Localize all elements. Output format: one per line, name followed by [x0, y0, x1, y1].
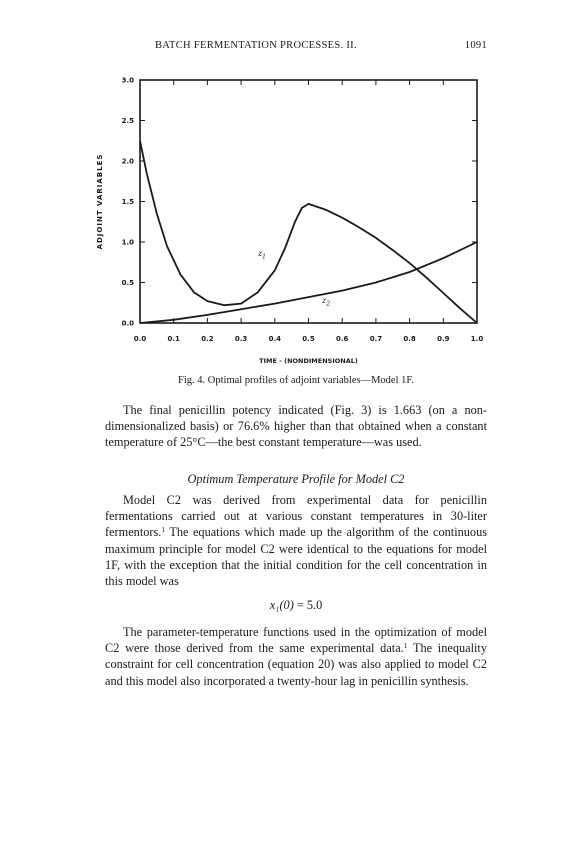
- reference-superscript: 1: [161, 525, 166, 535]
- paragraph-1-text: The final penicillin potency indicated (Fig. 3) is 1.663 (on a non-dimensionalized basis) or 76.6% higher than that obtained when a constant temperature of 25°C—the best constant temperature—was used.: [105, 403, 487, 450]
- equation-lhs: x₁(0): [269, 598, 294, 612]
- y-tick-label: 0.0: [121, 319, 134, 328]
- y-tick-label: 1.0: [121, 238, 134, 247]
- series-line-z2: [140, 242, 477, 323]
- x-tick-label: 1.0: [470, 335, 484, 343]
- paragraph-2: [105, 492, 487, 589]
- x-tick-label: 0.3: [234, 335, 248, 343]
- y-tick-label: 1.5: [121, 198, 134, 206]
- paragraph-2-text-b: The equations which made up the algorithm of the continuous maximum principle for model C2 were identical to the equations for model 1F, with the exception that the initial condition for the cell concentration in this model was: [105, 525, 487, 589]
- x-tick-label: 0.9: [437, 335, 450, 343]
- x-tick-label: 0.1: [167, 335, 180, 343]
- figure-caption: Fig. 4. Optimal profiles of adjoint variables—Model 1F.: [178, 375, 414, 386]
- y-tick-label: 3.0: [121, 76, 134, 85]
- running-head: BATCH FERMENTATION PROCESSES. II.: [155, 40, 357, 51]
- y-axis-label: ADJOINT VARIABLES: [96, 153, 104, 250]
- x-tick-label: 0.8: [403, 335, 416, 343]
- section-heading: Optimum Temperature Profile for Model C2: [187, 472, 405, 486]
- series-label-z1: $z_1$: [257, 248, 266, 261]
- paragraph-3-text-a: The parameter-temperature functions used in the optimization of model C2 were those derived from the same experimental data.: [105, 625, 487, 656]
- series-line-z1: [140, 141, 477, 323]
- paragraph-1: [105, 402, 487, 451]
- x-tick-label: 0.6: [335, 335, 349, 343]
- paragraph-2-text-a: Model C2 was derived from experimental data for penicillin fermentations carried out at various constant temperatures in 30-liter fermentors.: [105, 493, 487, 540]
- x-tick-label: 0.0: [133, 335, 147, 343]
- plot-area: [96, 77, 483, 366]
- equation-rhs: = 5.0: [293, 598, 323, 612]
- x-tick-label: 0.7: [369, 335, 383, 343]
- adjoint-variables-chart: [80, 70, 500, 370]
- y-tick-label: 0.5: [121, 279, 134, 287]
- page-number: 1091: [464, 40, 487, 51]
- paragraph-3-text-b: The inequality constraint for cell concentration (equation 20) was also applied to model C2 and this model also incorporated a twenty-hour lag in penicillin synthesis.: [105, 641, 487, 688]
- y-tick-label: 2.5: [121, 117, 134, 125]
- series-label-z2: $z_2$: [321, 295, 331, 308]
- y-tick-label: 2.0: [121, 157, 134, 166]
- x-axis-label: TIME - (NONDIMENSIONAL): [259, 357, 358, 365]
- equation: [105, 598, 487, 613]
- x-tick-label: 0.4: [268, 335, 282, 343]
- paragraph-3: [105, 624, 487, 689]
- page-header: [105, 40, 487, 56]
- x-tick-label: 0.2: [201, 335, 214, 343]
- reference-superscript: 1: [403, 641, 408, 651]
- x-tick-label: 0.5: [302, 335, 315, 343]
